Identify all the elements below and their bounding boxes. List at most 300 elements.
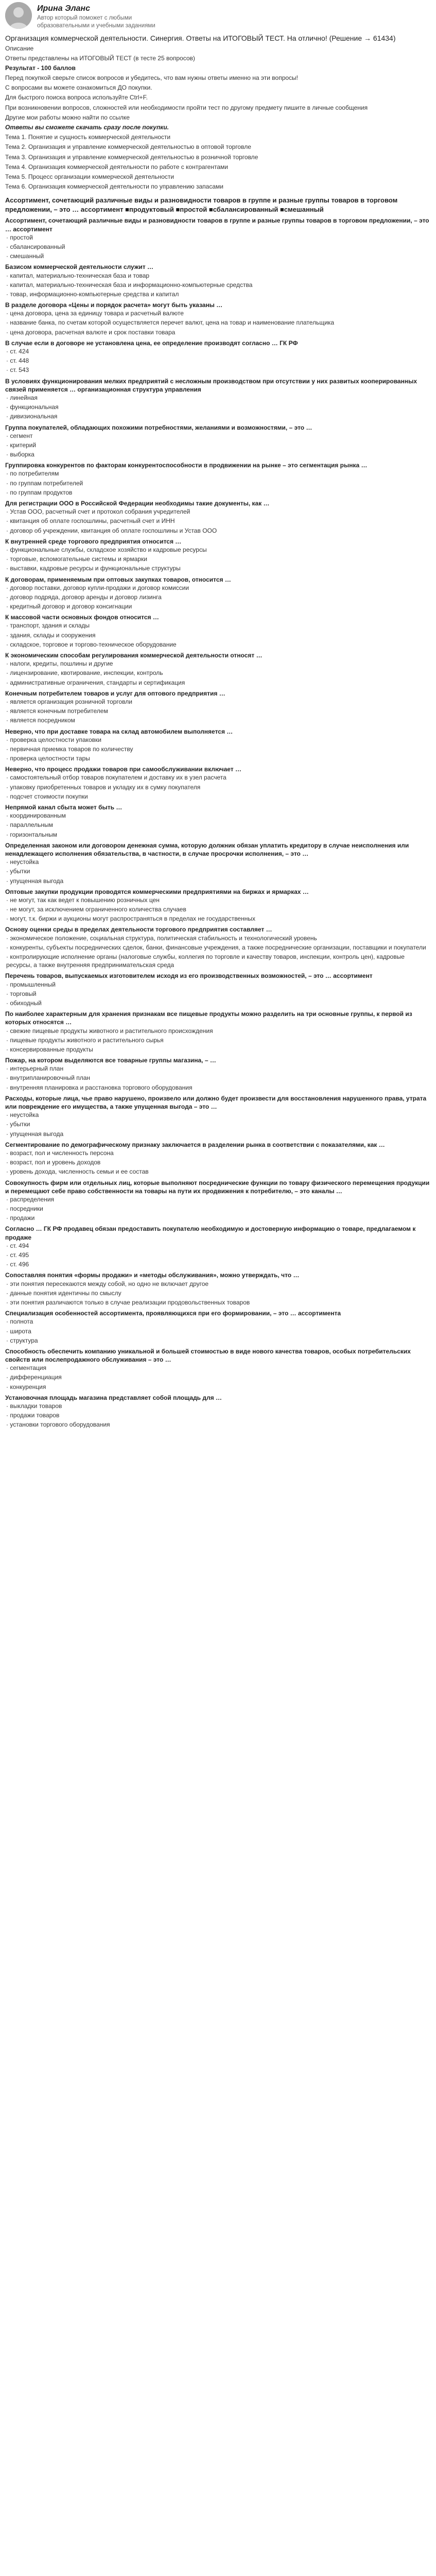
bullet-dash-icon: · [6, 1364, 10, 1372]
answer-text: структура [10, 1336, 38, 1344]
bullet-dash-icon: · [6, 1159, 10, 1166]
bullet-dash-icon: · [6, 999, 10, 1007]
answer-option [5, 1411, 431, 1419]
answer-option [5, 1289, 431, 1297]
bullet-dash-icon: · [6, 1318, 10, 1326]
answer-option [5, 1364, 431, 1372]
intro-line: Результат - 100 баллов [5, 64, 76, 72]
bullet-dash-icon: · [6, 488, 10, 496]
question-block [5, 888, 431, 923]
answer-text: ст. 496 [10, 1261, 29, 1268]
question-text: Расходы, которые лица, чье право нарушено, произвело или должно будет произвести для восстановления нарушенного права, утрата или повреждение его имущества, а также упущенная выгода – это … [5, 1094, 427, 1111]
answer-text: свежие пищевые продукты животного и растительного происхождения [10, 1027, 213, 1035]
answer-option [5, 602, 431, 611]
question-text: Конечным потребителем товаров и услуг для оптового предприятия … [5, 689, 225, 697]
answer-text: по потребителям [10, 470, 59, 478]
question-block [5, 461, 431, 497]
bullet-dash-icon: · [6, 821, 10, 829]
answer-option [5, 621, 431, 630]
question-text: К договорам, применяемым при оптовых закупках товаров, относится … [5, 575, 231, 583]
answer-text: договор об учреждении, квитанция об оплате госпошлины и Устав ООО [10, 527, 217, 534]
bullet-dash-icon: · [6, 858, 10, 866]
answer-option [5, 281, 431, 289]
bullet-dash-icon: · [6, 792, 10, 800]
answer-option [5, 1420, 431, 1429]
answer-text: является посредником [10, 717, 75, 724]
question-block [5, 651, 431, 687]
answer-text: выставки, кадровые ресурсы и функциональные структуры [10, 565, 181, 572]
question-block [5, 689, 431, 725]
question-block [5, 972, 431, 1007]
answer-text: конкуренты, субъекты посреднических сделок, банки, финансовые учреждения, а также посреднические организации, поставщики и покупатели [10, 943, 426, 951]
question-text: К внутренней среде торгового предприятия относится … [5, 537, 182, 545]
bullet-dash-icon: · [6, 584, 10, 591]
bullet-dash-icon: · [6, 1327, 10, 1335]
answer-option [5, 1036, 431, 1044]
question-text: В случае если в договоре не установлена цена, ее определение производят согласно … ГК РФ [5, 339, 298, 347]
answer-option [5, 450, 431, 459]
bullet-dash-icon: · [6, 953, 10, 961]
answer-text: продажи товаров [10, 1412, 60, 1419]
answer-option [5, 754, 431, 762]
intro-line: При возникновении вопросов, сложностей или необходимости пройти тест по другому предмету пишите в личные сообщения [5, 104, 368, 111]
answer-text: товар, информационно-компьютерные средства и капитал [10, 290, 179, 298]
question-block [5, 1347, 431, 1391]
bullet-dash-icon: · [6, 1149, 10, 1157]
bullet-dash-icon: · [6, 1121, 10, 1128]
bullet-dash-icon: · [6, 660, 10, 668]
answer-option [5, 555, 431, 563]
answer-option [5, 252, 431, 260]
answer-option [5, 517, 431, 525]
answer-option [5, 831, 431, 839]
answer-text: координированным [10, 812, 66, 820]
bullet-dash-icon: · [6, 413, 10, 420]
question-text: Для регистрации ООО в Российской Федерации необходимы такие документы, как … [5, 500, 270, 507]
answer-text: экономическое положение, социальная структура, политическая стабильность и технологический уровень [10, 934, 317, 942]
answer-text: здания, склады и сооружения [10, 631, 96, 639]
bullet-dash-icon: · [6, 736, 10, 743]
bullet-dash-icon: · [6, 272, 10, 279]
question-text: По наиболее характерным для хранения признакам все пищевые продукты можно разделить на три основные группы, к первой из которых относятся … [5, 1010, 412, 1026]
question-text: Оптовые закупки продукции проводятся коммерческими предприятиями на биржах и ярмарках … [5, 888, 309, 895]
bullet-dash-icon: · [6, 745, 10, 753]
answer-text: ст. 543 [10, 366, 29, 374]
answer-text: сегмент [10, 432, 33, 439]
answer-text: сбалансированный [10, 243, 65, 250]
bullet-dash-icon: · [6, 243, 10, 250]
answer-option [5, 233, 431, 242]
answer-text: возраст, пол и уровень доходов [10, 1159, 101, 1166]
answer-option [5, 943, 431, 952]
answer-text: является конечным потребителем [10, 707, 108, 715]
answer-text: посредники [10, 1205, 43, 1213]
answer-option [5, 318, 431, 327]
answer-option [5, 412, 431, 420]
bullet-dash-icon: · [6, 348, 10, 355]
answer-option [5, 1280, 431, 1288]
bullet-dash-icon: · [6, 1374, 10, 1381]
answer-text: обиходный [10, 999, 42, 1007]
bullet-dash-icon: · [6, 1261, 10, 1268]
question-text: Специализация особенностей ассортимента, проявляющихся при его формировании, – это … ассортимента [5, 1310, 341, 1317]
bullet-dash-icon: · [6, 717, 10, 724]
bullet-dash-icon: · [6, 1027, 10, 1035]
answer-option [5, 1045, 431, 1054]
answer-text: эти понятия пересекаются между собой, но одно не включает другое [10, 1280, 209, 1287]
answer-option [5, 1402, 431, 1410]
answer-text: подсчет стоимости покупки [10, 792, 88, 800]
bullet-dash-icon: · [6, 1205, 10, 1213]
answer-text: эти понятия различаются только в случае реализации продовольственных товаров [10, 1298, 250, 1306]
author-description: Автор который поможет с любыми образовательными и учебными заданиями [37, 14, 155, 29]
answer-option [5, 990, 431, 998]
answer-text: кредитный договор и договор консигнации [10, 603, 132, 611]
bullet-dash-icon: · [6, 441, 10, 449]
bullet-dash-icon: · [6, 1421, 10, 1429]
question-block [5, 1271, 431, 1307]
bullet-dash-icon: · [6, 1280, 10, 1287]
question-text: Способность обеспечить компанию уникальной и большей стоимостью в виде нового качества товаров, особых потребительских свойств или послепродажного обслуживания – это … [5, 1347, 411, 1364]
bullet-dash-icon: · [6, 1289, 10, 1297]
question-block [5, 263, 431, 298]
answer-option [5, 914, 431, 923]
question-block [5, 1094, 431, 1138]
bullet-dash-icon: · [6, 1083, 10, 1091]
answer-option [5, 736, 431, 744]
bullet-dash-icon: · [6, 896, 10, 904]
bullet-dash-icon: · [6, 233, 10, 241]
bullet-dash-icon: · [6, 669, 10, 677]
answer-text: простой [10, 233, 33, 241]
answer-text: ст. 448 [10, 357, 29, 365]
question-text: Основу оценки среды в пределах деятельности торгового предприятия составляет … [5, 926, 272, 934]
bullet-dash-icon: · [6, 1036, 10, 1044]
question-text: Неверно, что при доставке товара на склад автомобилем выполняется … [5, 727, 233, 735]
answer-option [5, 999, 431, 1007]
answer-option [5, 659, 431, 668]
answer-text: линейная [10, 394, 38, 401]
bullet-dash-icon: · [6, 1045, 10, 1053]
bullet-dash-icon: · [6, 527, 10, 534]
answer-text: упаковку приобретенных товаров и укладку их в сумку покупателя [10, 783, 201, 791]
intro-line: Другие мои работы можно найти по ссылке [5, 113, 130, 121]
answer-option [5, 357, 431, 365]
answer-option [5, 934, 431, 942]
answer-text: внутренняя планировка и расстановка торгового оборудования [10, 1083, 193, 1091]
question-text: Группа покупателей, обладающих похожими потребностями, желаниями и возможностями, – это … [5, 423, 312, 431]
answer-text: смешанный [10, 252, 44, 260]
answer-text: упущенная выгода [10, 877, 64, 885]
answer-option [5, 953, 431, 969]
answer-text: выкладки товаров [10, 1402, 62, 1410]
answer-text: торговый [10, 990, 37, 997]
intro-line: Тема 6. Организация коммерческой деятельности по управлению запасами [5, 183, 223, 191]
author-block [5, 2, 431, 30]
answer-text: неустойка [10, 1111, 39, 1119]
bullet-dash-icon: · [6, 990, 10, 997]
avatar-person-icon [5, 2, 32, 29]
bullet-dash-icon: · [6, 622, 10, 630]
answer-text: критерий [10, 441, 37, 449]
questions-list [5, 196, 431, 1429]
answer-option [5, 905, 431, 913]
answer-text: по группам продуктов [10, 488, 73, 496]
answer-option [5, 745, 431, 753]
question-text: Непрямой канал сбыта может быть … [5, 804, 123, 811]
bullet-dash-icon: · [6, 1074, 10, 1082]
question-block [5, 575, 431, 611]
question-text: Совокупность фирм или отдельных лиц, которые выполняют посреднические функции по товару физического перемещения продукции и перемещают себе право собственности на товары на пути их продвижения к потребителю, – это каналы … [5, 1179, 430, 1195]
answer-text: установки торгового оборудования [10, 1421, 110, 1429]
answer-option [5, 394, 431, 402]
answer-text: параллельным [10, 821, 53, 829]
answer-text: не могут, так как ведет к повышению розничных цен [10, 896, 160, 904]
answer-text: лицензирование, квотирование, инспекции, контроль [10, 669, 163, 677]
bullet-dash-icon: · [6, 934, 10, 942]
answer-option [5, 867, 431, 875]
question-text: К массовой части основных фондов относится … [5, 614, 159, 621]
author-name[interactable]: Ирина Эланс [37, 4, 90, 13]
question-block [5, 1141, 431, 1176]
intro-line: Ответы представлены на ИТОГОВЫЙ ТЕСТ (в тесте 25 вопросов) [5, 54, 195, 62]
answer-text: выборка [10, 451, 34, 459]
intro-line: Тема 5. Процесс организации коммерческой деятельности [5, 173, 175, 180]
intro-line: Тема 2. Организация и управление коммерческой деятельностью в оптовой торговле [5, 143, 251, 151]
answer-option [5, 1074, 431, 1082]
question-block [5, 1010, 431, 1054]
answer-text: транспорт, здания и склады [10, 622, 90, 630]
answer-text: ст. 424 [10, 348, 29, 355]
bullet-dash-icon: · [6, 603, 10, 611]
answer-option [5, 441, 431, 449]
bullet-dash-icon: · [6, 1412, 10, 1419]
answer-text: самостоятельный отбор товаров покупателем и доставку их в узел расчета [10, 774, 226, 782]
answer-text: договор поставки, договор купли-продажи и договор комиссии [10, 584, 189, 591]
answer-text: интерьерный план [10, 1065, 64, 1073]
answer-text: капитал, материально-техническая база и информационно-компьютерные средства [10, 281, 253, 289]
answer-text: контролирующие исполнение органы (налоговые службы, коллегия по торговле и качеству товаров, инспекции, контроль цен), кадровые ресурсы, а также внутренняя предпринимательская среда [6, 953, 405, 969]
answer-text: не могут, за исключением ограниченного количества случаев [10, 906, 186, 913]
bullet-dash-icon: · [6, 1251, 10, 1259]
bullet-dash-icon: · [6, 546, 10, 553]
bullet-dash-icon: · [6, 915, 10, 923]
bullet-dash-icon: · [6, 1336, 10, 1344]
intro-line: Описание [5, 44, 34, 52]
bullet-dash-icon: · [6, 698, 10, 705]
bullet-dash-icon: · [6, 517, 10, 525]
question-block [5, 301, 431, 336]
bullet-dash-icon: · [6, 943, 10, 951]
answer-option [5, 698, 431, 706]
bullet-dash-icon: · [6, 290, 10, 298]
answer-text: консервированные продукты [10, 1045, 93, 1053]
answer-text: квитанция об оплате госпошлины, расчетный счет и ИНН [10, 517, 175, 525]
bullet-dash-icon: · [6, 281, 10, 289]
bullet-dash-icon: · [6, 328, 10, 336]
bullet-dash-icon: · [6, 432, 10, 439]
answer-text: функциональная [10, 403, 59, 411]
answer-text: возраст, пол и численность персона [10, 1149, 114, 1157]
answer-text: упущенная выгода [10, 1130, 64, 1138]
bullet-dash-icon: · [6, 755, 10, 762]
question-block [5, 216, 431, 260]
answer-option [5, 366, 431, 374]
answer-option [5, 896, 431, 904]
bullet-dash-icon: · [6, 631, 10, 639]
question-block [5, 499, 431, 535]
question-text: Перечень товаров, выпускаемых изготовителем исходя из его производственных возможностей, – это … ассортимент [5, 972, 373, 980]
question-text: Определенная законом или договором денежная сумма, которую должник обязан уплатить кредитору в случае неисполнения или ненадлежащего исполнения обязательства, в частности, в случае просрочки исполнения, – это … [5, 841, 409, 857]
answer-option [5, 783, 431, 791]
question-block [5, 339, 431, 375]
question-text: Установочная площадь магазина представляет собой площадь для … [5, 1394, 222, 1401]
bullet-dash-icon: · [6, 679, 10, 686]
bullet-dash-icon: · [6, 565, 10, 572]
answer-option [5, 858, 431, 866]
answer-text: убытки [10, 868, 30, 875]
intro-line: Тема 3. Организация и управление коммерческой деятельностью в розничной торговле [5, 153, 258, 161]
question-text: Сегментирование по демографическому признаку заключается в разделении рынка в соответствии с показателями, как … [5, 1141, 385, 1148]
bullet-dash-icon: · [6, 707, 10, 715]
bullet-dash-icon: · [6, 479, 10, 487]
answer-text: промышленный [10, 980, 56, 988]
avatar[interactable] [5, 2, 32, 29]
answer-option [5, 584, 431, 592]
answer-option [5, 1064, 431, 1073]
answer-option [5, 811, 431, 820]
answer-option [5, 1336, 431, 1345]
answer-text: капитал, материально-техническая база и товар [10, 272, 150, 279]
answer-option [5, 877, 431, 885]
answer-text: складское, торговое и торгово-техническое оборудование [10, 640, 177, 648]
bullet-dash-icon: · [6, 783, 10, 791]
answer-option [5, 792, 431, 801]
answer-option [5, 669, 431, 677]
question-block [5, 803, 431, 839]
bullet-dash-icon: · [6, 310, 10, 317]
question-block [5, 1179, 431, 1223]
question-block [5, 423, 431, 459]
answer-option [5, 1167, 431, 1176]
answer-text: проверка целостности тары [10, 755, 90, 762]
question-text: Согласно … ГК РФ продавец обязан предоставить покупателю необходимую и достоверную информацию о товаре, предлагаемом к продаже [5, 1225, 416, 1241]
answer-option [5, 1111, 431, 1119]
intro-line: Тема 4. Организация коммерческой деятельности по работе с контрагентами [5, 163, 228, 171]
author-info [37, 2, 161, 30]
answer-option [5, 1317, 431, 1326]
answer-option [5, 1327, 431, 1335]
bullet-dash-icon: · [6, 366, 10, 374]
answer-option [5, 1205, 431, 1213]
answer-text: неустойка [10, 858, 39, 866]
answer-option [5, 1195, 431, 1204]
answer-text: распределения [10, 1195, 55, 1203]
answer-text: дифференциация [10, 1374, 62, 1381]
answer-option [5, 980, 431, 989]
answer-option [5, 1158, 431, 1166]
answer-text: уровень дохода, численность семьи и ее состав [10, 1168, 149, 1176]
question-text: Сопоставляя понятия «формы продажи» и «методы обслуживания», можно утверждать, что … [5, 1272, 300, 1279]
question-block [5, 196, 431, 214]
bullet-dash-icon: · [6, 877, 10, 885]
answer-text: налоги, кредиты, пошлины и другие [10, 660, 113, 668]
bullet-dash-icon: · [6, 774, 10, 782]
answer-option [5, 328, 431, 336]
answer-option [5, 631, 431, 639]
answer-text: широта [10, 1327, 31, 1335]
answer-text: ст. 495 [10, 1251, 29, 1259]
answer-text: дивизиональная [10, 413, 58, 420]
bullet-dash-icon: · [6, 508, 10, 516]
answer-text: убытки [10, 1121, 30, 1128]
bullet-dash-icon: · [6, 812, 10, 820]
question-text: Пожар, на котором выделяются все товарные группы магазина, – … [5, 1057, 216, 1064]
bullet-dash-icon: · [6, 252, 10, 260]
bullet-dash-icon: · [6, 357, 10, 365]
answer-text: горизонтальным [10, 831, 57, 838]
answer-option [5, 546, 431, 554]
bullet-dash-icon: · [6, 1111, 10, 1119]
answer-option [5, 347, 431, 355]
answer-option [5, 707, 431, 715]
answer-text: первичная приемка товаров по количеству [10, 745, 133, 753]
bullet-dash-icon: · [6, 980, 10, 988]
answer-text: договор подряда, договор аренды и договор лизинга [10, 593, 162, 601]
bullet-dash-icon: · [6, 831, 10, 838]
answer-option [5, 773, 431, 782]
answer-option [5, 1130, 431, 1138]
bullet-dash-icon: · [6, 1383, 10, 1391]
question-text: В разделе договора «Цены и порядок расчета» могут быть указаны … [5, 301, 223, 309]
question-block [5, 925, 431, 969]
answer-text: могут, т.к. биржи и аукционы могут распространяться в пределах не государственных [10, 915, 255, 923]
bullet-dash-icon: · [6, 1168, 10, 1176]
answer-option [5, 432, 431, 440]
question-text: Ассортимент, сочетающий различные виды и разновидности товаров в группе и разные группы товаров в торговом предложении, – это … ассортимент ■продуктовый ■простой ■сбалансированный ■смешанный [5, 196, 398, 213]
question-block [5, 841, 431, 885]
bullet-dash-icon: · [6, 868, 10, 875]
question-text: Ассортимент, сочетающий различные виды и разновидности товаров в группе и разные группы товаров в торговом предложении, – это … ассортимент [5, 217, 429, 233]
bullet-dash-icon: · [6, 1130, 10, 1138]
intro-line: Перед покупкой сверьте список вопросов и убедитесь, что вам нужны ответы именно на эти вопросы! [5, 74, 298, 82]
answer-text: данные понятия идентичны по смыслу [10, 1289, 121, 1297]
answer-option [5, 1149, 431, 1157]
answer-option [5, 679, 431, 687]
answer-option [5, 272, 431, 280]
answer-option [5, 1120, 431, 1128]
answer-text: цена договора, расчетная валюте и срок поставки товара [10, 328, 176, 336]
answer-text: продажи [10, 1214, 35, 1222]
question-block [5, 765, 431, 801]
bullet-dash-icon: · [6, 1195, 10, 1203]
question-text: К экономическим способам регулирования коммерческой деятельности относят … [5, 652, 263, 659]
bullet-dash-icon: · [6, 319, 10, 327]
bullet-dash-icon: · [6, 555, 10, 563]
answer-text: ст. 494 [10, 1242, 29, 1249]
answer-text: по группам потребителей [10, 479, 83, 487]
answer-option [5, 1214, 431, 1222]
answer-option [5, 1298, 431, 1307]
intro-section [5, 44, 431, 191]
intro-line: Ответы вы сможете скачать сразу после покупки. [5, 124, 169, 131]
bullet-dash-icon: · [6, 470, 10, 478]
intro-line: Для быстрого поиска вопроса используйте Ctrl+F. [5, 94, 148, 101]
answer-option [5, 1251, 431, 1259]
answer-text: пищевые продукты животного и растительного сырья [10, 1036, 164, 1044]
answer-option [5, 479, 431, 487]
answer-text: является организация розничной торговли [10, 698, 132, 705]
